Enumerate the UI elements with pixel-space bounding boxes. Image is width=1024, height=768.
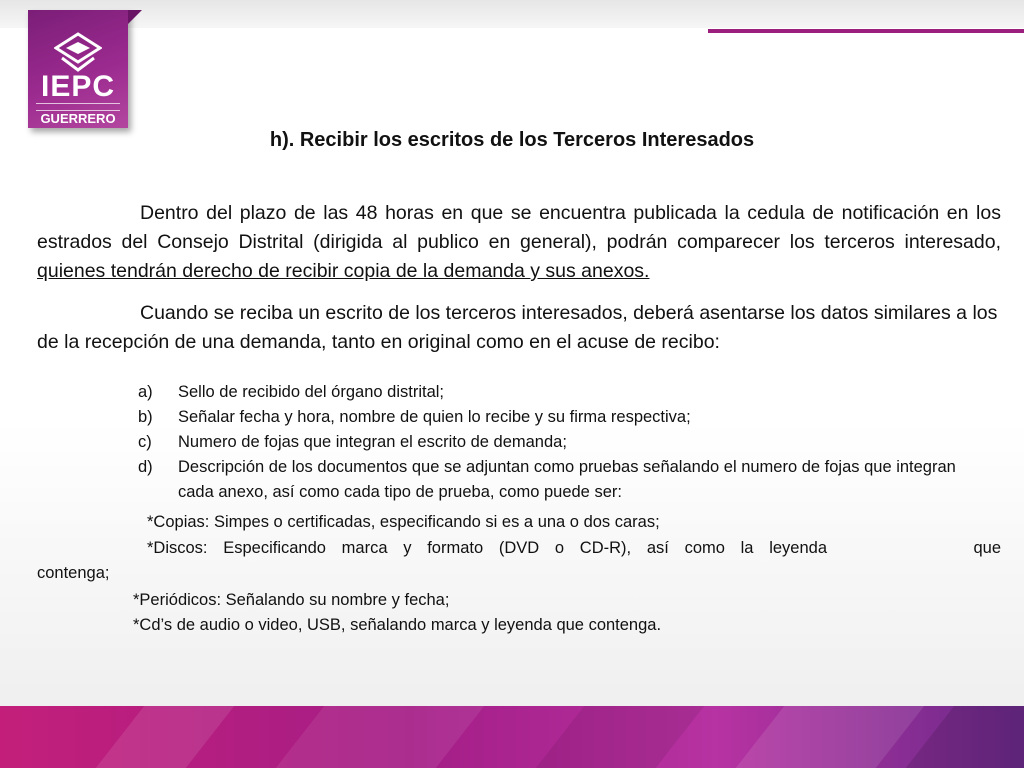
list-item <box>138 430 988 455</box>
footer-band <box>0 706 1024 768</box>
header-accent-line <box>708 29 1024 33</box>
paragraph-1-text: Dentro del plazo de las 48 horas en que se encuentra publicada la cedula de notificación en los estrados del Consejo Distrital (dirigida al publico en general), podrán comparecer los terceros interesado, <box>37 202 1001 253</box>
list-marker: a) <box>138 383 153 401</box>
footer-stripe <box>736 706 924 768</box>
list-item <box>138 380 988 405</box>
list-item-text: Señalar fecha y hora, nombre de quien lo recibe y su firma respectiva; <box>178 408 691 426</box>
page-title: h). Recibir los escritos de los Terceros Interesados <box>269 129 755 151</box>
item-cds: *Cd’s de audio o video, USB, señalando marca y leyenda que contenga. <box>133 616 662 634</box>
item-discos <box>37 536 1001 586</box>
logo-subtitle-lines <box>36 103 120 111</box>
logo-emblem-icon <box>54 32 102 74</box>
footer-stripe <box>536 706 704 768</box>
footer-stripe <box>96 706 234 768</box>
list-marker: b) <box>138 408 153 426</box>
list-item <box>138 455 988 505</box>
footer-stripe <box>276 706 484 768</box>
item-discos-text: *Discos: Especificando marca y formato (DVD o CD-R), así como la leyenda <box>147 539 827 557</box>
list-item-text: Descripción de los documentos que se adjuntan como pruebas señalando el numero de fojas que integran cada anexo, así como cada tipo de prueba, como puede ser: <box>178 458 956 501</box>
item-discos-end: que <box>973 539 1001 557</box>
paragraph-2-text: Cuando se reciba un escrito de los terceros interesados, deberá asentarse los datos similares a los de la recepción de una demanda, tanto en original como en el acuse de recibo: <box>37 302 998 353</box>
paragraph-2 <box>37 299 1001 357</box>
list-item-text: Numero de fojas que integran el escrito de demanda; <box>178 433 567 451</box>
header-band <box>0 0 1024 28</box>
item-copias: *Copias: Simpes o certificadas, especificando si es a una o dos caras; <box>147 513 660 531</box>
footer-stripe <box>906 706 1024 768</box>
list-marker: c) <box>138 433 152 451</box>
list-marker: d) <box>138 458 153 476</box>
list-item-text: Sello de recibido del órgano distrital; <box>178 383 444 401</box>
list-item <box>138 405 988 430</box>
item-periodicos: *Periódicos: Señalando su nombre y fecha; <box>133 591 450 609</box>
logo-name: IEPC <box>40 70 116 103</box>
paragraph-1 <box>37 199 1001 286</box>
requirements-list <box>138 380 988 505</box>
iepc-logo <box>28 10 128 128</box>
paragraph-1-underlined: quienes tendrán derecho de recibir copia de la demanda y sus anexos. <box>37 260 650 282</box>
logo-fold-decoration <box>128 10 142 24</box>
logo-state: GUERRERO <box>40 111 116 126</box>
item-discos-continuation: contenga; <box>37 564 110 582</box>
